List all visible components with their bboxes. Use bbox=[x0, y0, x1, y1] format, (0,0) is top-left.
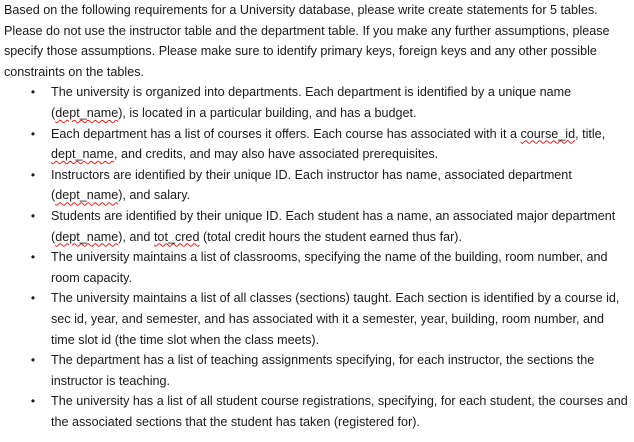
bullet-icon: • bbox=[30, 250, 36, 265]
list-item: • The department has a list of teaching assignments specifying, for each instructor, the sections the instructor is teaching. bbox=[4, 350, 630, 391]
spellcheck-term: course_id bbox=[520, 126, 576, 141]
spellcheck-term: dept_name bbox=[55, 229, 119, 244]
bullet-icon: • bbox=[30, 208, 36, 223]
list-item: • The university maintains a list of all classes (sections) taught. Each section is identified by a course id, sec id, year, and semester, and has associated with it a semester, year, building, room number, and time slot id (the time slot when the class meets). bbox=[4, 288, 630, 350]
spellcheck-term: dept_name bbox=[51, 147, 115, 162]
list-item: • The university has a list of all student course registrations, specifying, for each student, the courses and the associated sections that the student has taken (registered for). bbox=[4, 391, 630, 432]
list-item: • Students are identified by their unique ID. Each student has a name, an associated major department (dept_name), and tot_cred (total credit hours the student earned thus far). bbox=[4, 206, 630, 247]
bullet-icon: • bbox=[30, 394, 36, 409]
bullet-icon: • bbox=[30, 353, 36, 368]
bullet-icon: • bbox=[30, 167, 36, 182]
list-item: • Each department has a list of courses it offers. Each course has associated with it a course_id, title, dept_name, and credits, and may also have associated prerequisites. bbox=[4, 124, 630, 165]
bullet-icon: • bbox=[30, 291, 36, 306]
spellcheck-term: tot_cred bbox=[153, 229, 200, 244]
list-item: • Instructors are identified by their unique ID. Each instructor has name, associated department (dept_name), and salary. bbox=[4, 165, 630, 206]
bullet-icon: • bbox=[30, 85, 36, 100]
list-item: • The university maintains a list of classrooms, specifying the name of the building, room number, and room capacity. bbox=[4, 247, 630, 288]
requirements-list bbox=[4, 82, 630, 432]
spellcheck-term: dept_name bbox=[55, 105, 119, 120]
intro-paragraph: Based on the following requirements for a University database, please write create statements for 5 tables. Please do not use the instructor table and the department table. If you make any further assumptions, please specify those assumptions. Please make sure to identify primary keys, foreign keys and any other possible constraints on the tables. bbox=[4, 3, 610, 79]
bullet-icon: • bbox=[30, 126, 36, 141]
spellcheck-term: dept_name bbox=[55, 188, 119, 203]
list-item: • The university is organized into departments. Each department is identified by a unique name (dept_name), is located in a particular building, and has a budget. bbox=[4, 82, 630, 123]
